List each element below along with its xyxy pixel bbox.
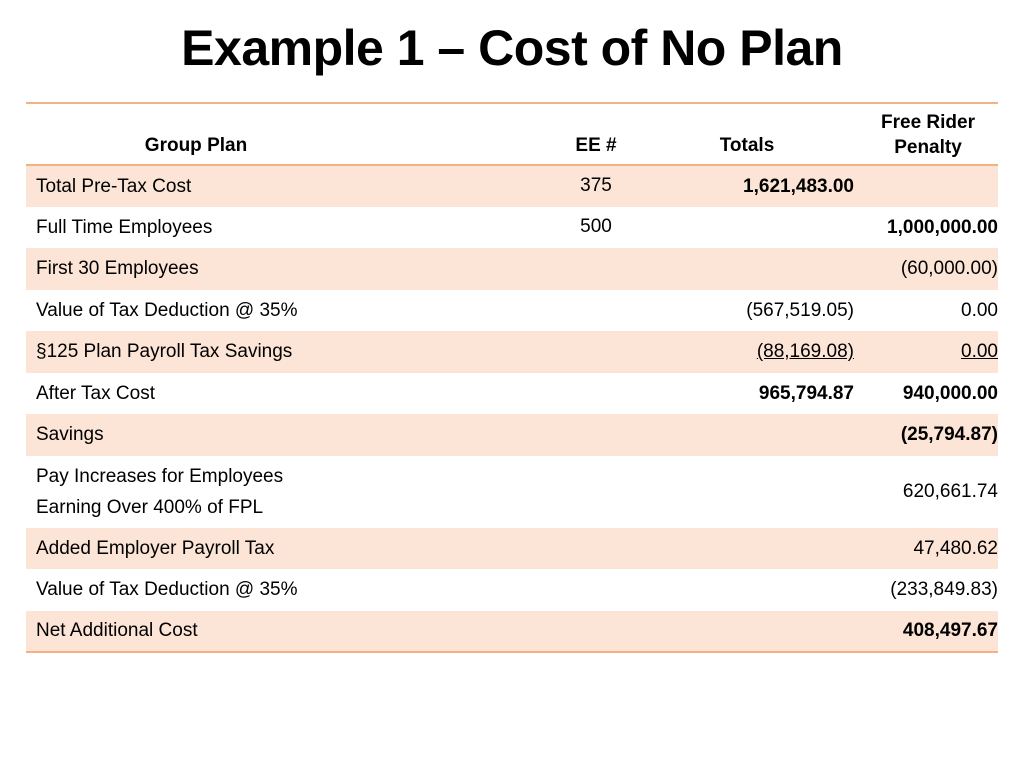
row-ee-count xyxy=(536,331,676,373)
table-row xyxy=(26,165,998,207)
row-penalty: (25,794.87) xyxy=(900,424,998,446)
row-penalty: 47,480.62 xyxy=(913,537,998,559)
row-label: After Tax Cost xyxy=(36,382,155,404)
row-penalty: 940,000.00 xyxy=(902,382,998,404)
row-total xyxy=(676,611,858,653)
row-ee-count xyxy=(536,290,676,332)
row-ee-count xyxy=(536,456,676,528)
row-total: (88,169.08) xyxy=(756,341,854,363)
table-row xyxy=(26,207,998,249)
header-ee-count: EE # xyxy=(575,135,617,156)
row-penalty: (233,849.83) xyxy=(890,579,998,601)
row-total xyxy=(676,207,858,249)
row-ee-count xyxy=(536,414,676,456)
cost-table-container xyxy=(26,102,998,653)
row-ee-count: 500 xyxy=(580,215,612,237)
row-penalty xyxy=(858,165,998,207)
row-total: (567,519.05) xyxy=(746,299,854,321)
row-total xyxy=(676,456,858,528)
row-penalty: (60,000.00) xyxy=(900,258,998,280)
row-label: Net Additional Cost xyxy=(36,620,198,642)
row-total: 1,621,483.00 xyxy=(743,175,854,197)
row-label-line2: Earning Over 400% of FPL xyxy=(36,496,264,518)
row-total xyxy=(676,248,858,290)
row-penalty: 408,497.67 xyxy=(902,620,998,642)
header-free-rider-penalty xyxy=(858,103,998,165)
header-group-plan: Group Plan xyxy=(144,135,248,156)
row-ee-count xyxy=(536,528,676,570)
row-label: §125 Plan Payroll Tax Savings xyxy=(36,341,293,363)
row-label: Full Time Employees xyxy=(36,216,213,238)
row-penalty: 1,000,000.00 xyxy=(887,216,998,238)
table-row xyxy=(26,528,998,570)
row-penalty: 0.00 xyxy=(961,299,998,321)
table-row xyxy=(26,248,998,290)
table-row xyxy=(26,611,998,653)
row-label xyxy=(26,456,536,528)
row-label: Value of Tax Deduction @ 35% xyxy=(36,579,298,601)
row-ee-count xyxy=(536,569,676,611)
row-label: Value of Tax Deduction @ 35% xyxy=(36,299,298,321)
row-label-line1: Pay Increases for Employees xyxy=(36,465,284,487)
table-row xyxy=(26,373,998,415)
row-ee-count xyxy=(536,248,676,290)
row-total xyxy=(676,528,858,570)
table-row xyxy=(26,569,998,611)
table-header-row xyxy=(26,103,998,165)
row-label: Total Pre-Tax Cost xyxy=(36,175,192,197)
header-penalty-line1: Free Rider xyxy=(881,112,975,133)
header-penalty-line2: Penalty xyxy=(894,137,962,158)
row-total: 965,794.87 xyxy=(758,382,854,404)
table-row xyxy=(26,290,998,332)
table-row xyxy=(26,456,998,528)
row-ee-count xyxy=(536,373,676,415)
slide-title: Example 1 – Cost of No Plan xyxy=(181,20,843,76)
cost-table xyxy=(26,102,998,653)
row-penalty: 620,661.74 xyxy=(902,481,998,502)
row-ee-count: 375 xyxy=(580,175,612,196)
row-label: First 30 Employees xyxy=(36,258,199,280)
row-total xyxy=(676,569,858,611)
table-row xyxy=(26,331,998,373)
row-label: Added Employer Payroll Tax xyxy=(36,537,275,559)
header-totals: Totals xyxy=(719,135,775,156)
row-ee-count xyxy=(536,611,676,653)
row-penalty: 0.00 xyxy=(961,341,998,363)
table-row xyxy=(26,414,998,456)
row-label: Savings xyxy=(36,424,104,446)
row-total xyxy=(676,414,858,456)
